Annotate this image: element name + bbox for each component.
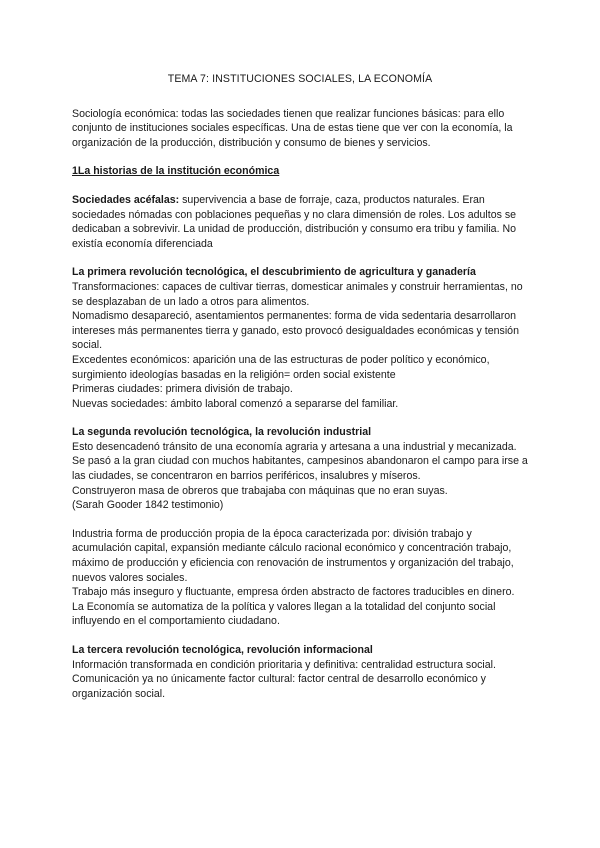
primera-section (72, 265, 528, 411)
segunda-line: Construyeron masa de obreros que trabajaba con máquinas que no eran suyas. (72, 484, 448, 497)
segunda-line: Industria forma de producción propia de la época caracterizada por: división trabajo y acumulación capital, expansión mediante cálculo racional económico y concentración trabajo, máximo de producción y eficiencia con renovación de instrumentos y organización del trabajo, nuevos valores sociales. (72, 527, 514, 584)
primera-line: Nuevas sociedades: ámbito laboral comenzó a separarse del familiar. (72, 397, 399, 410)
section-heading: 1La historias de la institución económica (72, 165, 280, 178)
primera-line: Transformaciones: capaces de cultivar tierras, domesticar animales y construir herramientas, no se desplazaban de un lado a otros para alimentos. (72, 280, 523, 308)
acefalas-text: supervivencia a base de forraje, caza, productos naturales. Eran sociedades nómadas con poblaciones pequeñas y no clara dimensión de roles. Los adultos se dedicaban a sobrevivir. La unidad de producción, distribución y consumo era tribu y familia. No existía economía diferenciada (72, 193, 517, 250)
acefalas-paragraph (72, 193, 528, 251)
segunda-line: Esto desencadenó tránsito de una economía agraria y artesana a una industrial y mecanizada. (72, 440, 517, 453)
primera-line: Excedentes económicos: aparición una de las estructuras de poder político y económico, surgimiento ideologías basadas en la religión= orden social existente (72, 353, 490, 381)
tercera-line: Información transformada en condición prioritaria y definitiva: centralidad estructura social. (72, 658, 496, 671)
page-title: TEMA 7: INSTITUCIONES SOCIALES, LA ECONOMÍA (167, 73, 433, 85)
tercera-heading: La tercera revolución tecnológica, revolución informacional (72, 644, 373, 656)
primera-heading: La primera revolución tecnológica, el descubrimiento de agricultura y ganadería (72, 266, 476, 279)
segunda-section (72, 425, 528, 629)
acefalas-term: Sociedades acéfalas: (72, 193, 180, 206)
segunda-line: Se pasó a la gran ciudad con muchos habitantes, campesinos abandonaron el campo para irse a las ciudades, se concentraron en barrios periféricos, insalubres y míseros. (72, 455, 528, 483)
segunda-line: La Economía se automatiza de la política y valores llegan a la totalidad del conjunto social influyendo en el comportamiento ciudadano. (72, 600, 496, 628)
intro-paragraph: Sociología económica: todas las sociedades tienen que realizar funciones básicas: para ello conjunto de instituciones sociales específicas. Una de estas tiene que ver con la economía, la organización de la producción, distribución y consumo de bienes y servicios. (72, 107, 513, 149)
tercera-line: Comunicación ya no únicamente factor cultural: factor central de desarrollo económico y organización social. (72, 673, 486, 700)
segunda-line: (Sarah Gooder 1842 testimonio) (72, 499, 224, 512)
primera-line: Primeras ciudades: primera división de trabajo. (72, 383, 293, 396)
segunda-heading: La segunda revolución tecnológica, la revolución industrial (72, 426, 372, 439)
tercera-section (72, 643, 528, 701)
primera-line: Nomadismo desapareció, asentamientos permanentes: forma de vida sedentaria desarrollaron intereses más permanentes tierra y ganado, esto provocó desigualdades económicas y tensión social. (72, 310, 519, 352)
segunda-line: Trabajo más inseguro y fluctuante, empresa órden abstracto de factores traducibles en dinero. (72, 586, 515, 599)
